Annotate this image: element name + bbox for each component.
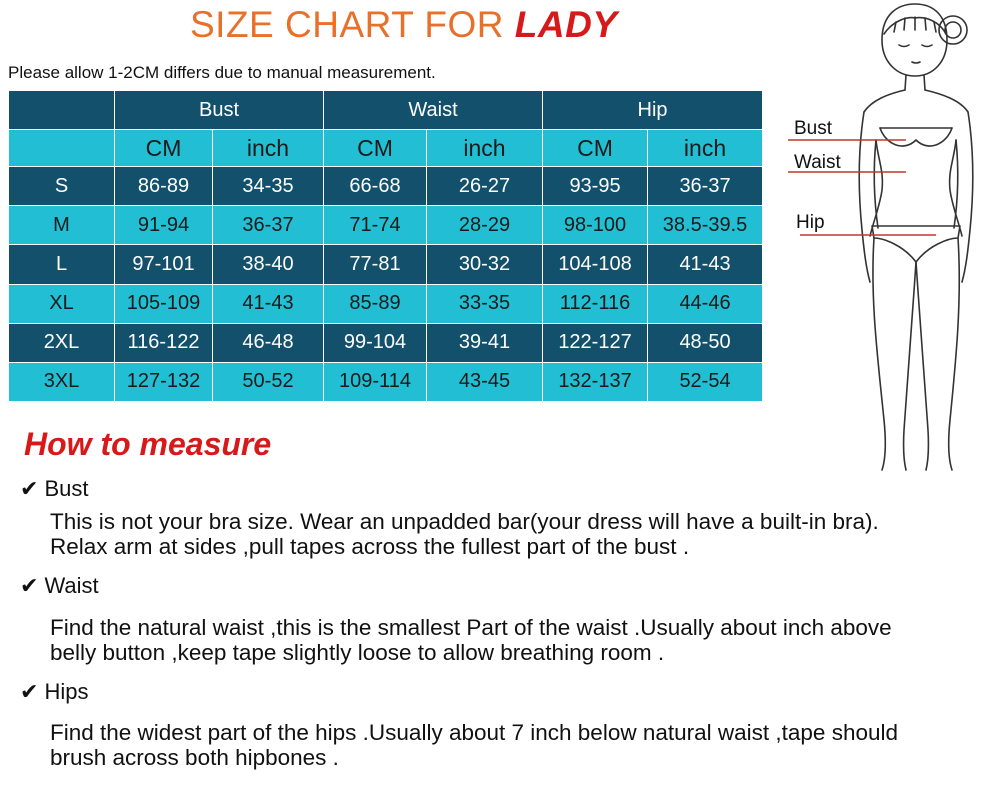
table-cell: 28-29 [427, 206, 543, 245]
table-cell: 71-74 [324, 206, 427, 245]
section-body-bust [50, 509, 995, 559]
table-cell: 44-46 [648, 284, 763, 323]
table-cell: 93-95 [543, 167, 648, 206]
measurement-note: Please allow 1-2CM differs due to manual measurement. [8, 63, 436, 82]
section-heading-label: Hips [44, 679, 89, 704]
section-heading-label: Bust [44, 476, 89, 501]
size-label: L [9, 245, 115, 284]
unit-corner-cell [9, 130, 115, 167]
unit-header: inch [427, 130, 543, 167]
body-figure-illustration [770, 0, 1000, 475]
figure-label-bust: Bust [794, 118, 833, 139]
table-cell: 34-35 [213, 167, 324, 206]
size-label: 2XL [9, 323, 115, 362]
table-cell: 39-41 [427, 323, 543, 362]
table-row [9, 323, 763, 362]
title-prefix: SIZE CHART FOR [190, 4, 515, 45]
section-line: belly button ,keep tape slightly loose to allow breathing room . [50, 640, 665, 665]
figure-label-waist: Waist [794, 152, 841, 173]
table-cell: 41-43 [648, 245, 763, 284]
section-heading-hips [20, 679, 88, 705]
section-body-waist [50, 615, 995, 665]
unit-header: inch [213, 130, 324, 167]
table-cell: 116-122 [115, 323, 213, 362]
group-header-bust: Bust [115, 91, 324, 130]
size-label: S [9, 167, 115, 206]
section-line: Find the natural waist ,this is the smallest Part of the waist .Usually about inch above [50, 615, 892, 640]
table-cell: 127-132 [115, 362, 213, 401]
title-emphasis: LADY [514, 4, 618, 45]
table-cell: 132-137 [543, 362, 648, 401]
section-line: This is not your bra size. Wear an unpadded bar(your dress will have a built-in bra). [50, 509, 879, 534]
section-heading-bust [20, 476, 88, 502]
section-heading-waist [20, 573, 99, 599]
table-cell: 38.5-39.5 [648, 206, 763, 245]
table-cell: 97-101 [115, 245, 213, 284]
group-header-row [9, 91, 763, 130]
table-cell: 91-94 [115, 206, 213, 245]
chart-title [190, 4, 618, 46]
table-cell: 50-52 [213, 362, 324, 401]
table-cell: 122-127 [543, 323, 648, 362]
table-cell: 99-104 [324, 323, 427, 362]
table-row [9, 245, 763, 284]
unit-header: CM [115, 130, 213, 167]
size-chart-table [8, 90, 763, 402]
table-cell: 98-100 [543, 206, 648, 245]
group-header-hip: Hip [543, 91, 763, 130]
table-cell: 85-89 [324, 284, 427, 323]
table-cell: 46-48 [213, 323, 324, 362]
table-cell: 104-108 [543, 245, 648, 284]
table-cell: 66-68 [324, 167, 427, 206]
unit-header: inch [648, 130, 763, 167]
size-label: 3XL [9, 362, 115, 401]
table-cell: 77-81 [324, 245, 427, 284]
section-line: Find the widest part of the hips .Usually about 7 inch below natural waist ,tape should [50, 720, 898, 745]
group-header-waist: Waist [324, 91, 543, 130]
table-cell: 112-116 [543, 284, 648, 323]
figure-label-hip: Hip [796, 212, 825, 233]
table-cell: 43-45 [427, 362, 543, 401]
table-row [9, 362, 763, 401]
section-line: brush across both hipbones . [50, 745, 339, 770]
unit-header-row [9, 130, 763, 167]
table-row [9, 284, 763, 323]
table-row [9, 206, 763, 245]
size-label: XL [9, 284, 115, 323]
table-cell: 38-40 [213, 245, 324, 284]
table-cell: 33-35 [427, 284, 543, 323]
table-cell: 109-114 [324, 362, 427, 401]
table-cell: 36-37 [648, 167, 763, 206]
table-cell: 26-27 [427, 167, 543, 206]
corner-cell [9, 91, 115, 130]
how-to-measure-title: How to measure [24, 426, 272, 462]
table-cell: 48-50 [648, 323, 763, 362]
checkmark-icon: ✔ [20, 679, 39, 704]
unit-header: CM [543, 130, 648, 167]
section-line: Relax arm at sides ,pull tapes across the fullest part of the bust . [50, 534, 690, 559]
table-cell: 41-43 [213, 284, 324, 323]
unit-header: CM [324, 130, 427, 167]
table-cell: 52-54 [648, 362, 763, 401]
size-label: M [9, 206, 115, 245]
checkmark-icon: ✔ [20, 573, 39, 598]
table-cell: 30-32 [427, 245, 543, 284]
table-cell: 105-109 [115, 284, 213, 323]
section-heading-label: Waist [44, 573, 99, 598]
section-body-hips [50, 720, 995, 770]
checkmark-icon: ✔ [20, 476, 39, 501]
table-row [9, 167, 763, 206]
table-cell: 36-37 [213, 206, 324, 245]
table-cell: 86-89 [115, 167, 213, 206]
